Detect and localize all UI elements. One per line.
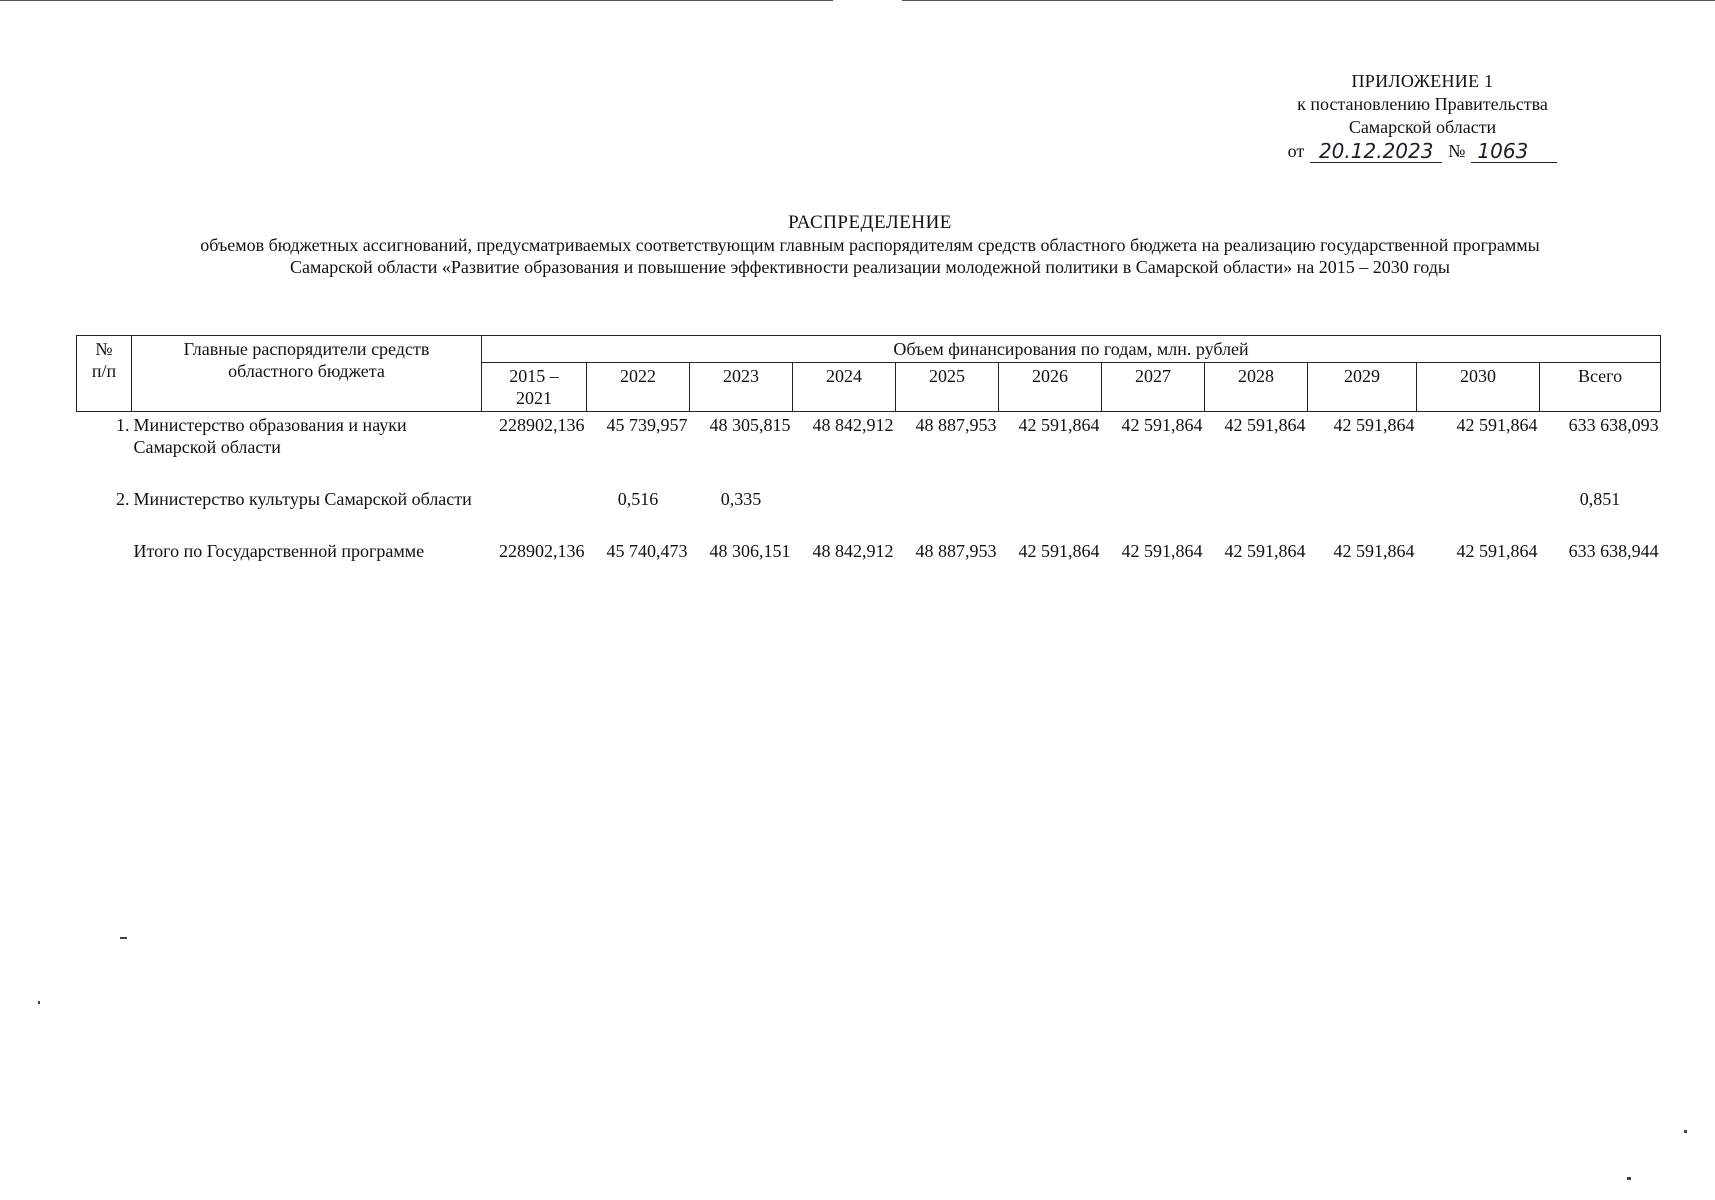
row-num: 2. bbox=[116, 489, 130, 509]
row-value bbox=[896, 486, 999, 512]
header-year: 2026 bbox=[999, 363, 1102, 412]
handwritten-number: 1063 bbox=[1471, 140, 1557, 163]
header-row-1 bbox=[77, 336, 1661, 363]
header-year: 2023 bbox=[690, 363, 793, 412]
row-value: 42 591,864 bbox=[1018, 415, 1100, 435]
row-value: 45 740,473 bbox=[606, 541, 688, 561]
header-num-line1: № bbox=[95, 339, 113, 359]
appendix-line-decree: к постановлению Правительства bbox=[1297, 94, 1548, 114]
row-num: 1. bbox=[116, 415, 130, 435]
header-group: Объем финансирования по годам, млн. рублей bbox=[482, 336, 1661, 363]
row-name: Итого по Государственной программе bbox=[133, 541, 425, 561]
row-value bbox=[1205, 486, 1308, 512]
table-row bbox=[77, 486, 1661, 512]
row-spacer bbox=[77, 460, 1661, 486]
header-year: 2030 bbox=[1417, 363, 1540, 412]
spacer-cell bbox=[77, 512, 1661, 538]
row-value: 48 842,912 bbox=[812, 415, 894, 435]
scan-top-border-right bbox=[902, 0, 1715, 1]
row-name: Министерство образования и науки Самарской области bbox=[133, 415, 407, 457]
scan-speck bbox=[38, 1001, 40, 1004]
row-value bbox=[1102, 486, 1205, 512]
row-value: 42 591,864 bbox=[1333, 415, 1415, 435]
header-year: 2024 bbox=[793, 363, 896, 412]
header-year: 2022 bbox=[587, 363, 690, 412]
row-value: 48 887,953 bbox=[915, 415, 997, 435]
date-prefix: от bbox=[1287, 141, 1305, 161]
spacer-cell bbox=[77, 460, 1661, 486]
number-prefix: № bbox=[1448, 141, 1466, 161]
row-num bbox=[77, 538, 132, 564]
row-value bbox=[482, 486, 587, 512]
row-value: 0,335 bbox=[720, 489, 762, 509]
row-value: 48 305,815 bbox=[709, 415, 791, 435]
scan-speck bbox=[120, 937, 127, 939]
row-value: 42 591,864 bbox=[1121, 541, 1203, 561]
header-total: Всего bbox=[1540, 363, 1661, 412]
scan-top-border-left bbox=[0, 0, 833, 1]
header-num-line2: п/п bbox=[91, 361, 117, 381]
row-value: 0,516 bbox=[617, 489, 659, 509]
row-name: Министерство культуры Самарской области bbox=[133, 489, 472, 509]
header-num bbox=[77, 336, 132, 412]
row-spacer bbox=[77, 512, 1661, 538]
header-name-line2: областного бюджета bbox=[228, 361, 385, 381]
row-value: 42 591,864 bbox=[1333, 541, 1415, 561]
title-heading: РАСПРЕДЕЛЕНИЕ bbox=[788, 212, 952, 233]
row-value: 42 591,864 bbox=[1456, 541, 1538, 561]
header-year: 2025 bbox=[896, 363, 999, 412]
row-value: 228902,136 bbox=[499, 415, 585, 435]
row-value: 42 591,864 bbox=[1456, 415, 1538, 435]
row-value: 42 591,864 bbox=[1018, 541, 1100, 561]
header-year-range-line1: 2015 – bbox=[509, 366, 559, 386]
row-total: 633 638,944 bbox=[1568, 541, 1659, 561]
row-value bbox=[999, 486, 1102, 512]
scan-speck bbox=[1684, 1130, 1687, 1133]
table-row-total bbox=[77, 538, 1661, 564]
header-year-range-line2: 2021 bbox=[516, 388, 552, 408]
appendix-date-line bbox=[1255, 140, 1590, 163]
header-year: 2027 bbox=[1102, 363, 1205, 412]
header-year: 2028 bbox=[1205, 363, 1308, 412]
header-year-2015-2021 bbox=[482, 363, 587, 412]
row-value: 45 739,957 bbox=[606, 415, 688, 435]
financing-table bbox=[76, 335, 1661, 564]
row-total: 0,851 bbox=[1579, 489, 1621, 509]
row-total: 633 638,093 bbox=[1568, 415, 1659, 435]
row-value bbox=[1308, 486, 1417, 512]
appendix-heading: ПРИЛОЖЕНИЕ 1 bbox=[1351, 71, 1494, 91]
header-name-line1: Главные распорядители средств bbox=[183, 339, 430, 359]
row-value: 42 591,864 bbox=[1121, 415, 1203, 435]
document-title bbox=[100, 212, 1640, 278]
scan-speck bbox=[1627, 1177, 1631, 1180]
title-line-3: Самарской области «Развитие образования и повышение эффективности реализации молодежной политики в Самарской области» на 2015 – 2030 годы bbox=[290, 257, 1450, 277]
row-value bbox=[793, 486, 896, 512]
row-value: 42 591,864 bbox=[1224, 415, 1306, 435]
appendix-block bbox=[1255, 70, 1590, 163]
row-value bbox=[1417, 486, 1540, 512]
table-row bbox=[77, 412, 1661, 461]
row-value: 48 887,953 bbox=[915, 541, 997, 561]
title-line-2: объемов бюджетных ассигнований, предусматриваемых соответствующим главным распорядителям средств областного бюджета на реализацию государственной программы bbox=[200, 235, 1540, 255]
header-name bbox=[132, 336, 482, 412]
appendix-line-region: Самарской области bbox=[1348, 117, 1497, 137]
row-value: 48 842,912 bbox=[812, 541, 894, 561]
row-value: 42 591,864 bbox=[1224, 541, 1306, 561]
header-year: 2029 bbox=[1308, 363, 1417, 412]
row-value: 228902,136 bbox=[499, 541, 585, 561]
handwritten-date: 20.12.2023 bbox=[1310, 140, 1442, 163]
row-value: 48 306,151 bbox=[709, 541, 791, 561]
